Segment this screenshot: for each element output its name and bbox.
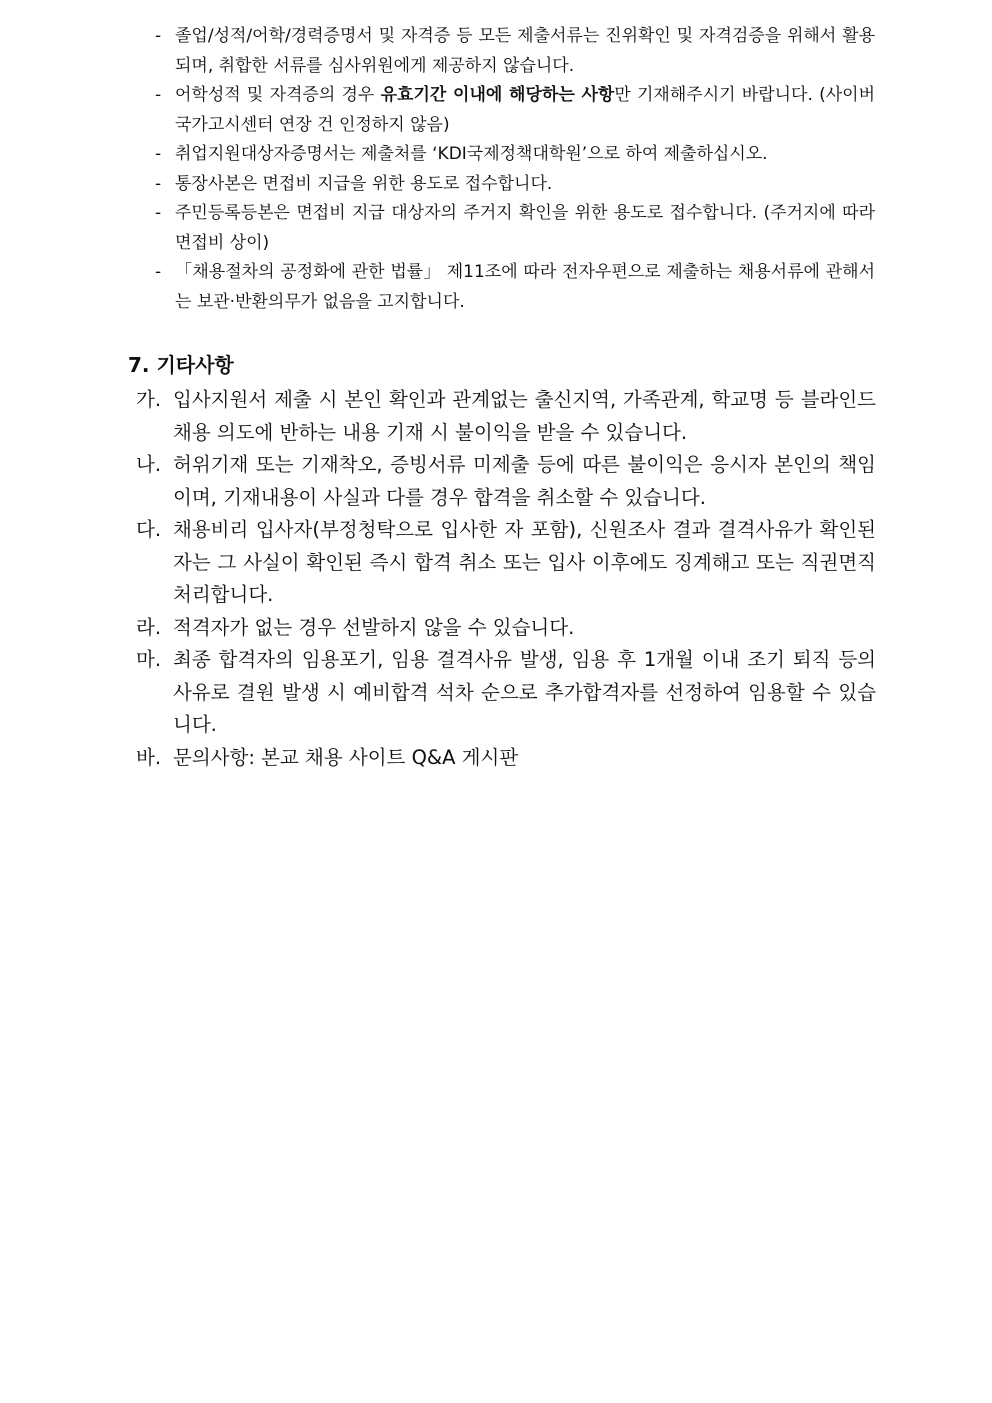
item-marker: 나. — [136, 453, 162, 476]
submission-notes-list — [155, 22, 875, 317]
dash-marker: - — [155, 262, 162, 282]
dash-marker: - — [155, 144, 162, 164]
item-marker: 다. — [136, 518, 162, 541]
item-marker: 마. — [136, 648, 162, 671]
list-item — [155, 170, 875, 200]
section-title: 7. 기타사항 — [128, 353, 234, 377]
item-marker: 바. — [136, 745, 162, 769]
item-text: 문의사항: 본교 채용 사이트 Q&A 게시판 — [173, 745, 519, 769]
note-text-emphasis: 유효기간 이내에 해당하는 사항 — [380, 85, 615, 105]
note-text — [175, 81, 875, 140]
list-item — [155, 81, 875, 140]
dash-marker: - — [155, 26, 162, 46]
note-text: 통장사본은 면접비 지급을 위한 용도로 접수합니다. — [175, 173, 553, 194]
note-text: 「채용절차의 공정화에 관한 법률」 제11조에 따라 전자우편으로 제출하는 채용서류에 관해서는 보관·반환의무가 없음을 고지합니다. — [175, 262, 875, 312]
list-item — [155, 258, 875, 317]
dash-marker: - — [155, 85, 162, 105]
item-text: 채용비리 입사자(부정청탁으로 입사한 자 포함), 신원조사 결과 결격사유가 확인된 자는 그 사실이 확인된 즉시 합격 취소 또는 입사 이후에도 징계해고 또는 직권면직 처리합니다. — [173, 518, 876, 606]
note-text: 졸업/성적/어학/경력증명서 및 자격증 등 모든 제출서류는 진위확인 및 자격검증을 위해서 활용되며, 취합한 서류를 심사위원에게 제공하지 않습니다. — [175, 26, 875, 76]
list-item — [136, 449, 876, 514]
note-text-before: 어학성적 및 자격증의 경우 — [175, 85, 381, 105]
list-item — [155, 140, 875, 170]
list-item — [136, 742, 876, 775]
item-text: 최종 합격자의 임용포기, 임용 결격사유 발생, 임용 후 1개월 이내 조기 퇴직 등의 사유로 결원 발생 시 예비합격 석차 순으로 추가합격자를 선정하여 임용할 수 있습니다. — [173, 648, 876, 736]
list-item — [155, 22, 875, 81]
dash-marker: - — [155, 203, 162, 223]
list-item — [136, 514, 876, 612]
item-text: 입사지원서 제출 시 본인 확인과 관계없는 출신지역, 가족관계, 학교명 등 블라인드 채용 의도에 반하는 내용 기재 시 불이익을 받을 수 있습니다. — [173, 388, 876, 444]
item-text: 적격자가 없는 경우 선발하지 않을 수 있습니다. — [173, 615, 575, 639]
item-text: 허위기재 또는 기재착오, 증빙서류 미제출 등에 따른 불이익은 응시자 본인의 책임이며, 기재내용이 사실과 다를 경우 합격을 취소할 수 있습니다. — [173, 453, 876, 509]
list-item — [136, 384, 876, 449]
list-item — [155, 199, 875, 258]
note-text: 취업지원대상자증명서는 제출처를 ‘KDI국제정책대학원’으로 하여 제출하십시오. — [175, 144, 768, 164]
note-text: 주민등록등본은 면접비 지급 대상자의 주거지 확인을 위한 용도로 접수합니다. (주거지에 따라 면접비 상이) — [175, 203, 875, 253]
note-text-after: 만 기재해주시기 바랍니다. (사이버국가고시센터 연장 건 인정하지 않음) — [175, 85, 875, 135]
item-marker: 라. — [136, 615, 162, 639]
section-items-list — [136, 384, 876, 774]
item-marker: 가. — [136, 388, 162, 411]
list-item — [136, 612, 876, 645]
dash-marker: - — [155, 173, 162, 194]
list-item — [136, 644, 876, 742]
